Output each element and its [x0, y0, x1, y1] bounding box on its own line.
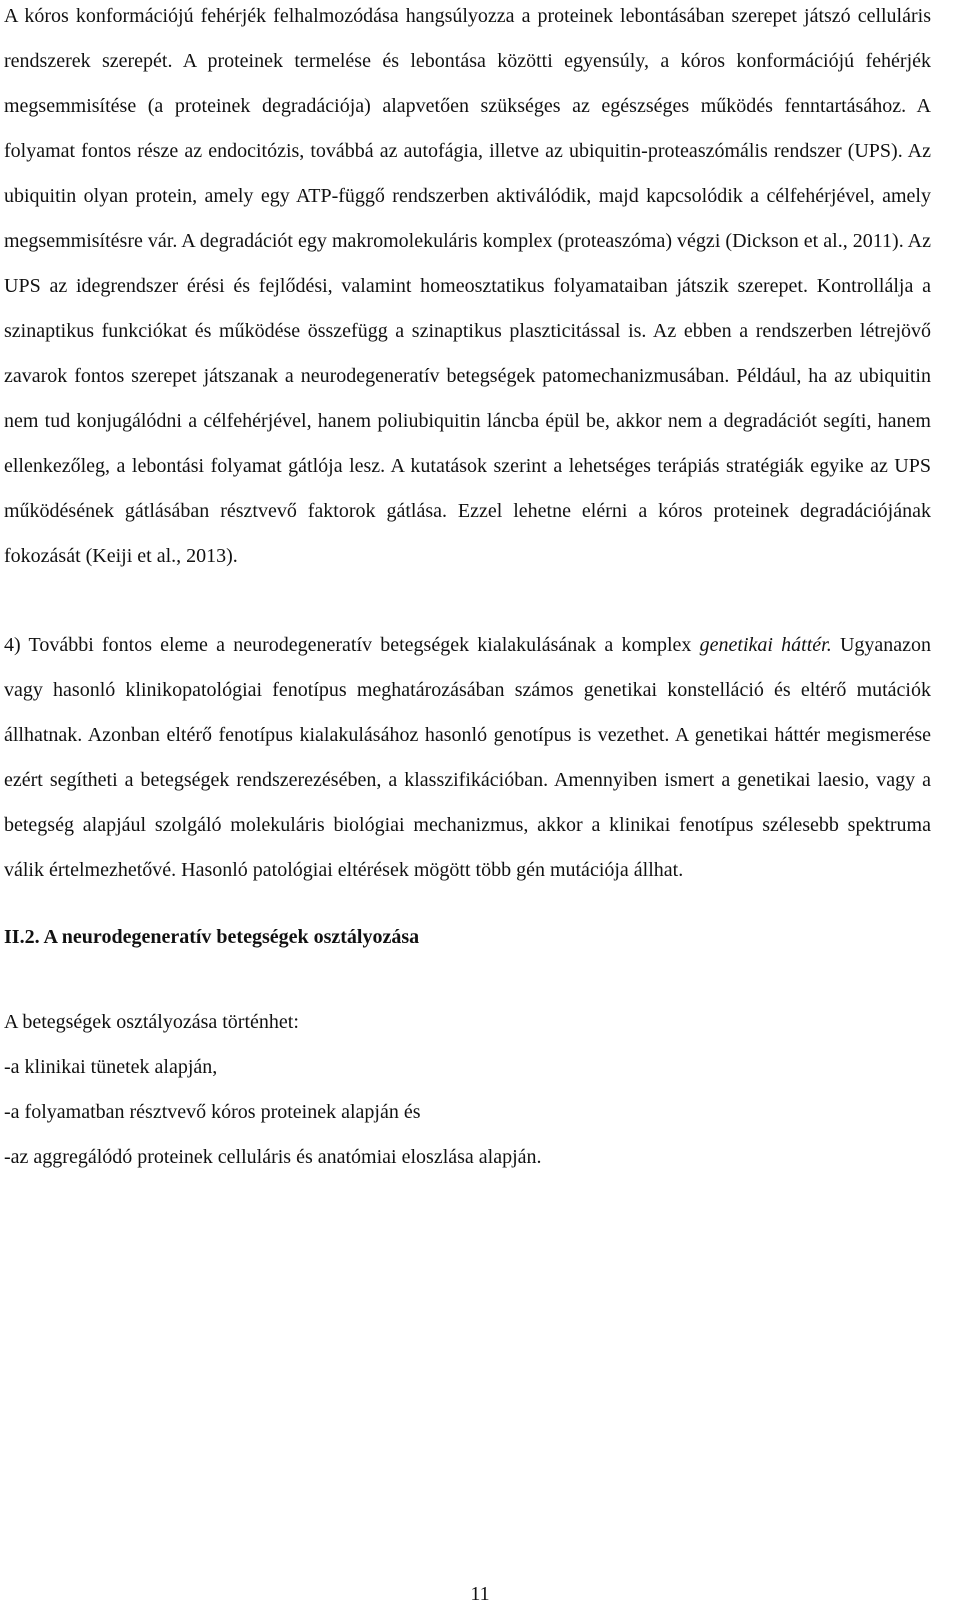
document-page — [4, 0, 931, 1180]
paragraph-genetic-background — [4, 623, 931, 893]
classification-block — [4, 1000, 931, 1180]
classification-item: -a folyamatban résztvevő kóros proteinek alapján és — [4, 1101, 421, 1123]
paragraph-genetic-lead: 4) További fontos eleme a neurodegeneratív betegségek kialakulásának a komplex — [4, 634, 700, 656]
emphasis-genetic-background: genetikai háttér. — [699, 634, 832, 656]
paragraph-genetic-rest: Ugyanazon vagy hasonló klinikopatológiai fenotípus meghatározásában számos genetikai konstelláció és eltérő mutációk állhatnak. Azonban eltérő fenotípus kialakulásához hasonló genotípus is vezethet. A genetikai háttér megismerése ezért segítheti a betegségek rendszerezésében, a klasszifikációban. Amennyiben ismert a genetikai laesio, vagy a betegség alapjául szolgáló molekuláris biológiai mechanizmus, akkor a klinikai fenotípus szélesebb spektruma válik értelmezhetővé. Hasonló patológiai eltérések mögött több gén mutációja állhat. — [4, 634, 932, 881]
classification-item: -a klinikai tünetek alapján, — [4, 1056, 218, 1078]
classification-item: -az aggregálódó proteinek celluláris és anatómiai eloszlása alapján. — [4, 1146, 542, 1168]
section-heading: II.2. A neurodegeneratív betegségek osztályozása — [4, 926, 420, 948]
classification-intro: A betegségek osztályozása történhet: — [4, 1011, 299, 1033]
page-number: 11 — [470, 1583, 490, 1605]
paragraph-protein-degradation: A kóros konformációjú fehérjék felhalmozódása hangsúlyozza a proteinek lebontásában szerepet játszó celluláris rendszerek szerepét. A proteinek termelése és lebontása közötti egyensúly, a kóros konformációjú fehérjék megsemmisítése (a proteinek degradációja) alapvetően szükséges az egészséges működés fenntartásához. A folyamat fontos része az endocitózis, továbbá az autofágia, illetve az ubiquitin-proteaszómális rendszer (UPS). Az ubiquitin olyan protein, amely egy ATP-függő rendszerben aktiválódik, majd kapcsolódik a célfehérjével, amely megsemmisítésre vár. A degradációt egy makromolekuláris komplex (proteaszóma) végzi (Dickson et al., 2011). Az UPS az idegrendszer érési és fejlődési, valamint homeosztatikus folyamataiban játszik szerepet. Kontrollálja a szinaptikus funkciókat és működése összefügg a szinaptikus plaszticitással is. Az ebben a rendszerben létrejövő zavarok fontos szerepet játszanak a neurodegeneratív betegségek patomechanizmusában. Például, ha az ubiquitin nem tud konjugálódni a célfehérjével, hanem poliubiquitin láncba épül be, akkor nem a degradációt segíti, hanem ellenkezőleg, a lebontási folyamat gátlója lesz. A kutatások szerint a lehetséges terápiás stratégiák egyike az UPS működésének gátlásában résztvevő faktorok gátlása. Ezzel lehetne elérni a kóros proteinek degradációjának fokozását (Keiji et al., 2013). — [4, 5, 931, 567]
